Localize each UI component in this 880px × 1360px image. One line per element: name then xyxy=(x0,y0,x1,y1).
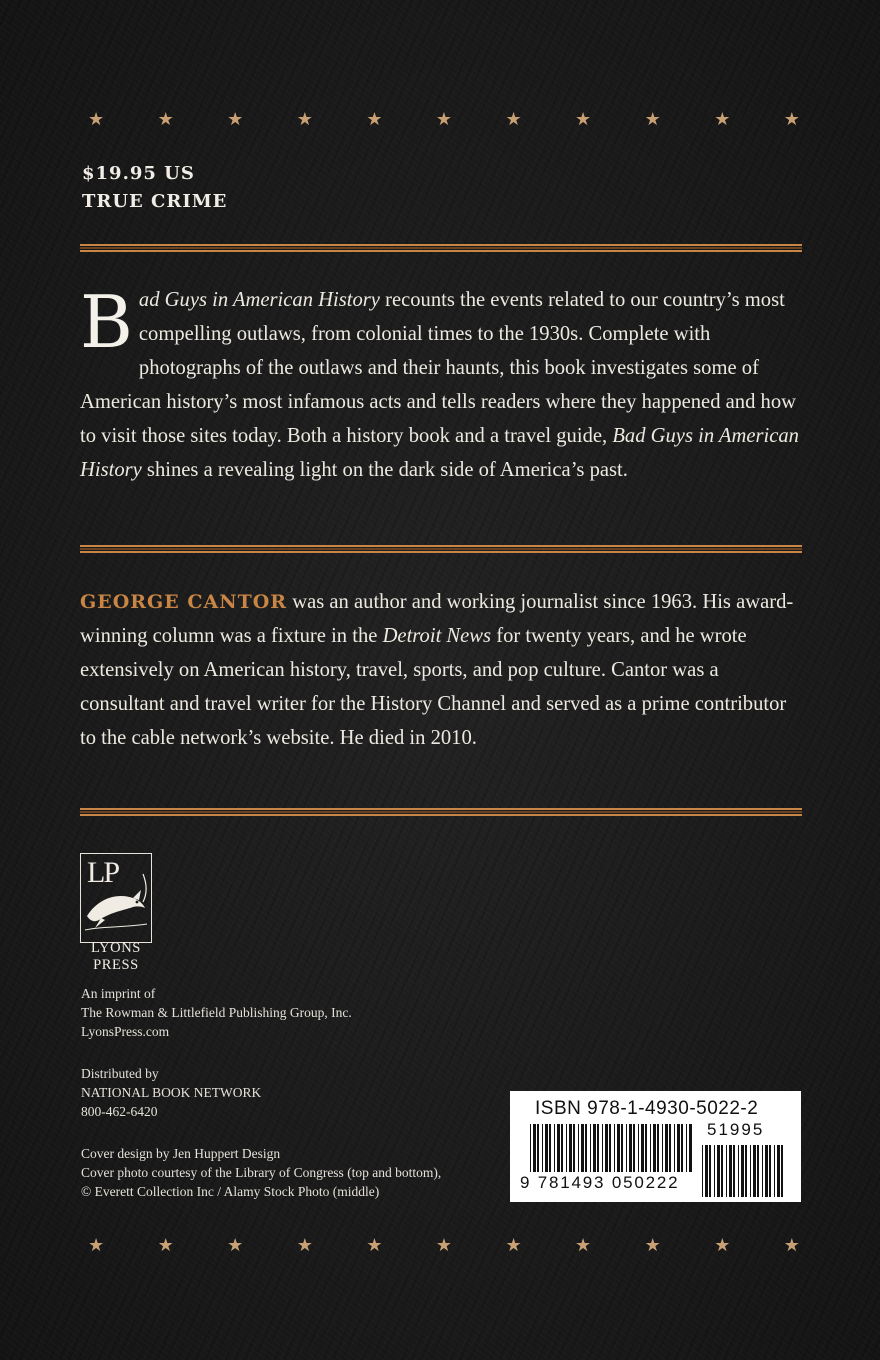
barcode-bar xyxy=(605,1124,608,1172)
distributor-phone: 800-462-6420 xyxy=(81,1104,158,1119)
barcode-bar xyxy=(669,1124,671,1172)
barcode-bar xyxy=(609,1124,611,1172)
book-title-italic-2: Bad Guys in American History xyxy=(80,425,799,481)
star-icon: ★ xyxy=(644,109,661,130)
book-title-italic: ad Guys in American History xyxy=(138,289,380,311)
distributor-info xyxy=(81,1064,261,1121)
category-label: TRUE CRIME xyxy=(82,191,228,212)
star-icon: ★ xyxy=(157,1235,174,1256)
credit-line: Cover design by Jen Huppert Design xyxy=(81,1146,281,1161)
barcode-bar xyxy=(705,1145,708,1197)
star-icon: ★ xyxy=(435,1235,453,1256)
leaping-fish-icon xyxy=(81,854,151,942)
barcode-bar xyxy=(569,1124,572,1172)
barcode-bar xyxy=(573,1124,575,1172)
barcode-bar xyxy=(581,1124,584,1172)
barcode-bar xyxy=(626,1124,627,1172)
barcode-bar xyxy=(614,1124,615,1172)
barcode-bar xyxy=(542,1124,543,1172)
barcode-bar xyxy=(762,1145,763,1197)
distributor-line: Distributed by xyxy=(81,1066,159,1081)
star-icon: ★ xyxy=(575,1235,592,1256)
star-icon: ★ xyxy=(644,1235,661,1256)
barcode-bar xyxy=(657,1124,659,1172)
star-icon: ★ xyxy=(88,109,105,130)
barcode-bar xyxy=(653,1124,656,1172)
divider-rule xyxy=(80,545,802,553)
barcode-bar xyxy=(590,1124,591,1172)
barcode-bar xyxy=(774,1145,775,1197)
description-text-1: recounts the events related to our country’s most compelling outlaws, from colonial times to the 1930s. Complete with photographs of the outlaws and their haunts, this book investigates some of American history’s most infamous acts and tells readers where they happened and how to visit those sites today. Both a history book and a travel guide, xyxy=(80,289,796,447)
star-icon: ★ xyxy=(505,109,522,130)
star-icon: ★ xyxy=(783,109,800,130)
star-icon: ★ xyxy=(296,109,313,130)
star-icon: ★ xyxy=(366,109,383,130)
credit-line: Cover photo courtesy of the Library of Congress (top and bottom), xyxy=(81,1165,442,1180)
barcode-bar xyxy=(638,1124,639,1172)
logo-name-line2: PRESS xyxy=(93,957,139,973)
barcode-bar xyxy=(645,1124,647,1172)
star-icon: ★ xyxy=(714,1235,731,1256)
ean-number: 9 781493 050222 xyxy=(520,1173,680,1192)
star-icon: ★ xyxy=(575,109,592,130)
barcode-bar xyxy=(729,1145,732,1197)
star-icon: ★ xyxy=(714,109,731,130)
star-row-bottom xyxy=(88,1234,800,1258)
drop-cap: B xyxy=(80,280,133,364)
credit-line: © Everett Collection Inc / Alamy Stock Photo (middle) xyxy=(81,1184,380,1199)
bio-text-2: for twenty years, and he wrote extensively on American history, travel, sports, and pop culture. Cantor was a consultant and travel writer for the History Channel and served as a prime contributor to the cable network’s website. He died in 2010. xyxy=(80,625,787,749)
star-icon: ★ xyxy=(435,109,453,130)
barcode-bar xyxy=(689,1124,692,1172)
book-description xyxy=(80,280,802,487)
newspaper-italic: Detroit News xyxy=(382,625,492,647)
star-icon: ★ xyxy=(227,109,244,130)
publisher-logo-name xyxy=(80,940,152,974)
barcode-bar xyxy=(745,1145,747,1197)
barcode-bar xyxy=(629,1124,632,1172)
barcode-bar xyxy=(633,1124,635,1172)
price-label: $19.95 US xyxy=(82,163,195,184)
barcode-bar xyxy=(741,1145,744,1197)
barcode-bar xyxy=(753,1145,756,1197)
star-icon: ★ xyxy=(296,1235,313,1256)
barcode-bar xyxy=(566,1124,567,1172)
barcode-bar xyxy=(537,1124,539,1172)
price-category-block xyxy=(82,160,227,216)
imprint-info xyxy=(81,984,352,1041)
barcode-bar xyxy=(750,1145,751,1197)
barcode-bar xyxy=(686,1124,687,1172)
star-row-top xyxy=(88,108,800,132)
barcode-bar xyxy=(765,1145,768,1197)
barcode-bar xyxy=(533,1124,536,1172)
barcode-bar xyxy=(578,1124,579,1172)
barcode-bar xyxy=(702,1145,703,1197)
imprint-line: The Rowman & Littlefield Publishing Group, Inc. xyxy=(81,1005,352,1020)
star-icon: ★ xyxy=(88,1235,105,1256)
isbn-text: ISBN 978-1-4930-5022-2 xyxy=(535,1098,759,1119)
barcode-bar xyxy=(549,1124,551,1172)
star-icon: ★ xyxy=(227,1235,244,1256)
distributor-name: NATIONAL BOOK NETWORK xyxy=(81,1085,262,1100)
barcode-bar xyxy=(709,1145,711,1197)
divider-rule xyxy=(80,808,802,816)
author-bio xyxy=(80,585,802,755)
ean-barcode-bars xyxy=(530,1124,695,1172)
barcode-bar xyxy=(650,1124,651,1172)
cover-credits xyxy=(81,1144,441,1201)
barcode-bar xyxy=(530,1124,531,1172)
price-addon-number: 51995 xyxy=(707,1120,765,1139)
barcode-bar xyxy=(561,1124,563,1172)
imprint-line: An imprint of xyxy=(81,986,156,1001)
barcode-bar xyxy=(674,1124,675,1172)
star-icon: ★ xyxy=(783,1235,800,1256)
barcode-bar xyxy=(554,1124,555,1172)
barcode-bar xyxy=(738,1145,739,1197)
barcode-bar xyxy=(641,1124,644,1172)
barcode-bar xyxy=(557,1124,560,1172)
addon-barcode-bars xyxy=(702,1145,786,1197)
barcode-bar xyxy=(677,1124,680,1172)
barcode-bar xyxy=(769,1145,771,1197)
barcode-bar xyxy=(662,1124,663,1172)
logo-name-line1: LYONS xyxy=(91,940,141,956)
barcode-bar xyxy=(621,1124,623,1172)
star-icon: ★ xyxy=(505,1235,522,1256)
author-name: GEORGE CANTOR xyxy=(80,591,288,613)
barcode-bar xyxy=(681,1124,683,1172)
barcode-bar xyxy=(757,1145,759,1197)
barcode-bar xyxy=(585,1124,587,1172)
barcode-bar xyxy=(617,1124,620,1172)
barcode-bar xyxy=(665,1124,668,1172)
barcode-bar xyxy=(597,1124,599,1172)
barcode-bar xyxy=(721,1145,723,1197)
publisher-logo xyxy=(80,853,152,943)
barcode-bar xyxy=(717,1145,720,1197)
barcode-bar xyxy=(602,1124,603,1172)
logo-letters: LP xyxy=(87,856,119,889)
barcode-bar xyxy=(593,1124,596,1172)
barcode-bar xyxy=(714,1145,715,1197)
barcode-bar xyxy=(777,1145,780,1197)
barcode-bar xyxy=(733,1145,735,1197)
star-icon: ★ xyxy=(366,1235,383,1256)
barcode-bar xyxy=(545,1124,548,1172)
barcode-bar xyxy=(726,1145,727,1197)
isbn-barcode xyxy=(510,1091,801,1202)
bio-text-1: was an author and working journalist since 1963. His award-winning column was a fixture in the xyxy=(80,591,794,647)
description-text-2: shines a revealing light on the dark side of America’s past. xyxy=(141,459,628,481)
divider-rule xyxy=(80,244,802,252)
star-icon: ★ xyxy=(157,109,174,130)
barcode-bar xyxy=(781,1145,783,1197)
publisher-website: LyonsPress.com xyxy=(81,1024,170,1039)
